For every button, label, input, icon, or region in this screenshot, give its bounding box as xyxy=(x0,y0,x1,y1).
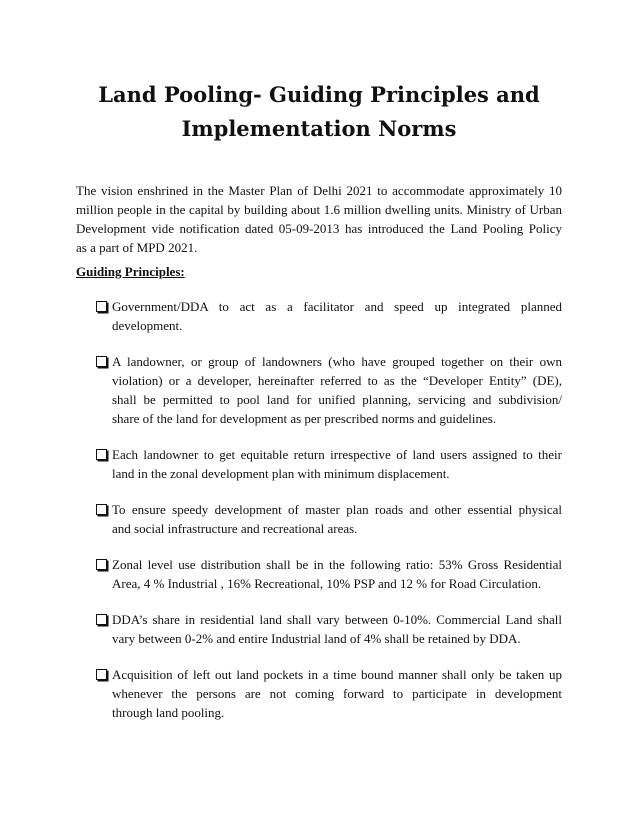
list-item-line: Area, 4 % Industrial , 16% Recreational, 10% PSP and 12 % for Road Circulation. xyxy=(112,576,542,591)
list-item-line: whenever the persons are not coming forward to participate in development xyxy=(112,686,562,701)
intro-line-4: as a part of MPD 2021. xyxy=(76,240,198,255)
list-item xyxy=(96,665,562,722)
list-item xyxy=(96,610,562,648)
checkbox-bullet-icon xyxy=(96,449,107,460)
intro-paragraph xyxy=(76,181,562,257)
intro-line-1: The vision enshrined in the Master Plan of Delhi 2021 to accommodate approximately 10 xyxy=(76,183,562,198)
list-item-line: A landowner, or group of landowners (who have grouped together on their own xyxy=(112,354,562,369)
list-item xyxy=(96,352,562,428)
guiding-principles-list xyxy=(96,297,562,739)
list-item xyxy=(96,555,562,593)
list-item-line: share of the land for development as per prescribed norms and guidelines. xyxy=(112,411,497,426)
list-item-line: DDA’s share in residential land shall vary between 0-10%. Commercial Land shall xyxy=(112,612,562,627)
intro-line-3: Development vide notification dated 05-09-2013 has introduced the Land Pooling Policy xyxy=(76,221,562,236)
list-item-line: and social infrastructure and recreational areas. xyxy=(112,521,358,536)
page-title xyxy=(90,78,548,146)
list-item xyxy=(96,445,562,483)
checkbox-bullet-icon xyxy=(96,559,107,570)
list-item-line: Each landowner to get equitable return irrespective of land users assigned to their xyxy=(112,447,562,462)
list-item-line: development. xyxy=(112,318,183,333)
intro-line-2: million people in the capital by building about 1.6 million dwelling units. Ministry of Urban xyxy=(76,202,562,217)
checkbox-bullet-icon xyxy=(96,356,107,367)
checkbox-bullet-icon xyxy=(96,301,107,312)
list-item-line: violation) or a developer, hereinafter referred to as the “Developer Entity” (DE), xyxy=(112,373,562,388)
list-item xyxy=(96,297,562,335)
list-item-line: Acquisition of left out land pockets in a time bound manner shall only be taken up xyxy=(112,667,562,682)
list-item-line: To ensure speedy development of master plan roads and other essential physical xyxy=(112,502,562,517)
list-item-line: Zonal level use distribution shall be in the following ratio: 53% Gross Residential xyxy=(112,557,562,572)
list-item-line: through land pooling. xyxy=(112,705,225,720)
section-heading: Guiding Principles: xyxy=(76,264,185,279)
checkbox-bullet-icon xyxy=(96,669,107,680)
list-item-line: land in the zonal development plan with minimum displacement. xyxy=(112,466,450,481)
checkbox-bullet-icon xyxy=(96,614,107,625)
list-item-line: Government/DDA to act as a facilitator and speed up integrated planned xyxy=(112,299,562,314)
list-item-line: shall be permitted to pool land for unified planning, servicing and subdivision/ xyxy=(112,392,562,407)
checkbox-bullet-icon xyxy=(96,504,107,515)
list-item-line: vary between 0-2% and entire Industrial land of 4% shall be retained by DDA. xyxy=(112,631,521,646)
title-line-2: Implementation Norms xyxy=(181,116,457,141)
title-line-1: Land Pooling- Guiding Principles and xyxy=(98,82,540,107)
list-item xyxy=(96,500,562,538)
